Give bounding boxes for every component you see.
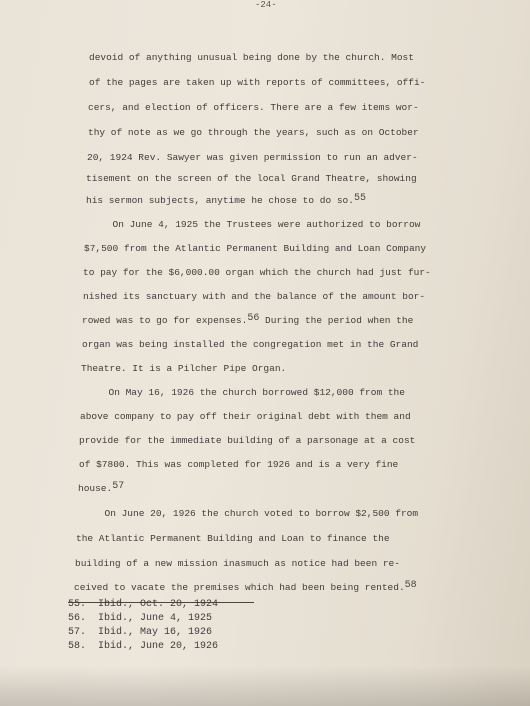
body-line: his sermon subjects, anytime he chose to do so.55 — [86, 193, 366, 206]
body-line: 20, 1924 Rev. Sawyer was given permission to run an adver- — [87, 152, 418, 163]
body-line: above company to pay off their original debt with them and — [80, 411, 411, 422]
footnote: 58. Ibid., June 20, 1926 — [68, 641, 219, 652]
footnote-ref: 56 — [247, 313, 260, 324]
body-line: On May 16, 1926 the church borrowed $12,000 from the — [80, 387, 405, 398]
body-line: tisement on the screen of the local Grand Theatre, showing — [86, 173, 417, 184]
body-line: provide for the immediate building of a parsonage at a cost — [79, 435, 416, 446]
body-line: organ was being installed the congregation met in the Grand — [82, 339, 419, 350]
footnote-ref: 58 — [404, 580, 417, 591]
body-line: to pay for the $6,000.00 organ which the church had just fur- — [83, 267, 431, 278]
body-line: On June 20, 1926 the church voted to borrow $2,500 from — [76, 508, 419, 519]
footnote: 56. Ibid., June 4, 1925 — [68, 613, 213, 624]
body-line: $7,500 from the Atlantic Permanent Building and Loan Company — [84, 243, 427, 254]
body-line: thy of note as we go through the years, such as on October — [88, 127, 419, 138]
body-line: nished its sanctuary with and the balance of the amount bor- — [83, 291, 426, 302]
body-line: ceived to vacate the premises which had been being rented.58 — [74, 580, 417, 593]
body-line: Theatre. It is a Pilcher Pipe Organ. — [81, 363, 287, 374]
body-line: On June 4, 1925 the Trustees were authorized to borrow — [84, 219, 421, 230]
body-line: building of a new mission inasmuch as notice had been re- — [75, 558, 400, 569]
body-line: devoid of anything unusual being done by the church. Most — [89, 52, 414, 63]
body-line: house.57 — [78, 481, 125, 494]
page-shadow — [0, 666, 530, 706]
footnote: 55. Ibid., Oct. 20, 1924 — [68, 599, 219, 610]
body-line: cers, and election of officers. There are a few items wor- — [88, 102, 419, 113]
page-number: -24- — [255, 0, 277, 10]
body-line: the Atlantic Permanent Building and Loan to finance the — [76, 533, 390, 544]
body-line: of $7800. This was completed for 1926 and is a very fine — [79, 459, 399, 470]
body-line: rowed was to go for expenses.56 During the period when the — [82, 313, 414, 326]
footnote-ref: 55 — [353, 193, 366, 204]
footnote-ref: 57 — [112, 481, 125, 492]
footnote: 57. Ibid., May 16, 1926 — [68, 627, 213, 638]
body-line: of the pages are taken up with reports of committees, offi- — [89, 77, 426, 88]
